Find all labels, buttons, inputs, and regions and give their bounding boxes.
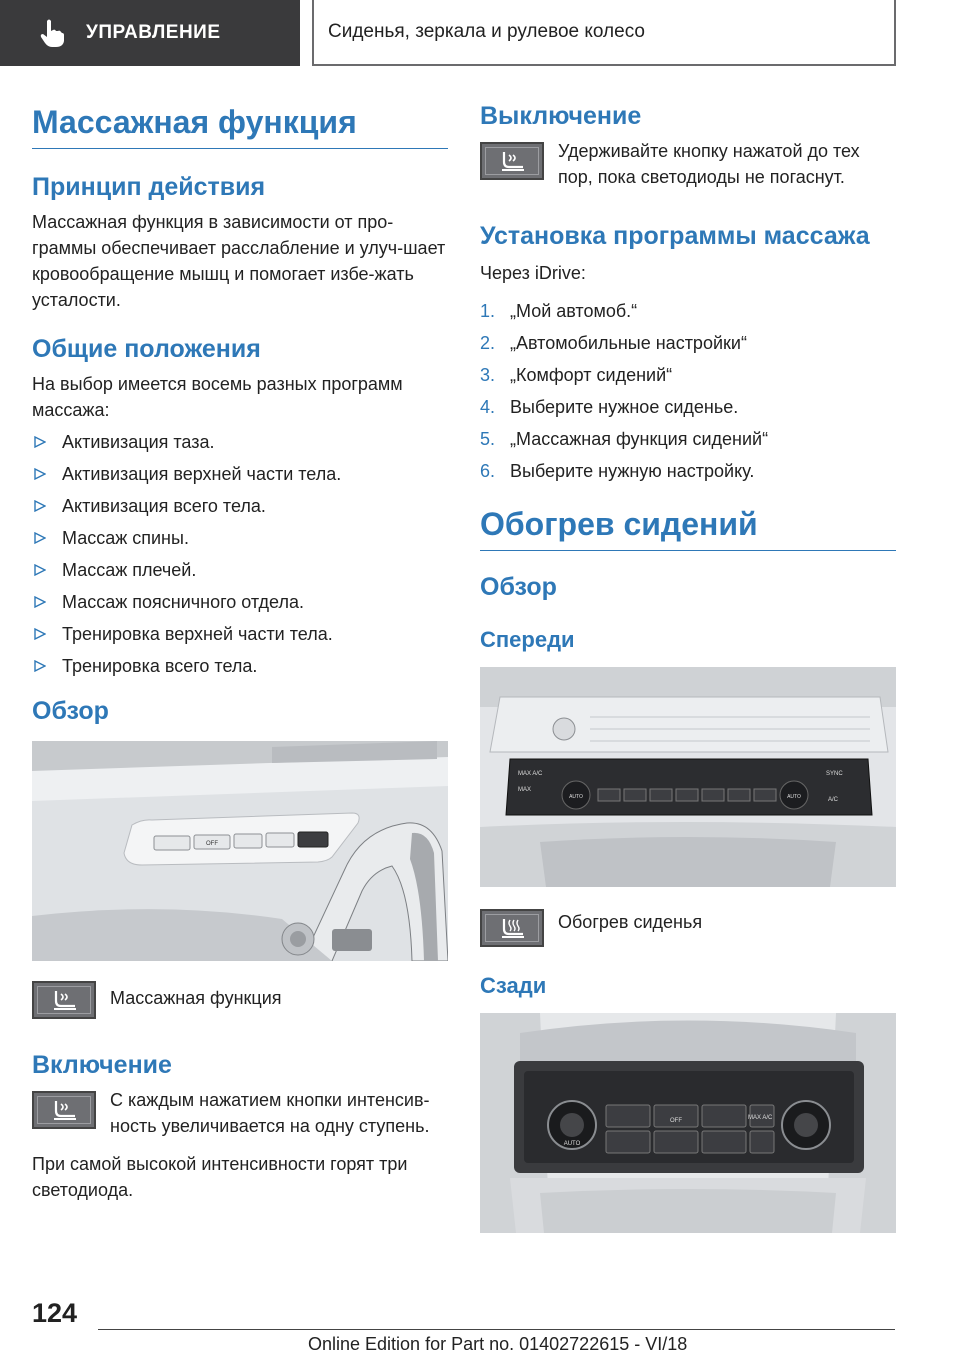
rear-maxac-label: MAX A/C xyxy=(748,1115,773,1121)
triangle-bullet-icon xyxy=(34,532,46,544)
program-item xyxy=(32,653,448,679)
program-item-text: Активизация таза. xyxy=(62,432,215,452)
front-sync-label: SYNC xyxy=(826,771,843,777)
front-auto1-label: AUTO xyxy=(569,794,583,800)
program-item-text: Тренировка верхней части тела. xyxy=(62,624,333,644)
step-text: Выберите нужное сиденье. xyxy=(510,397,739,417)
setup-steps xyxy=(480,298,896,484)
principle-text: Массажная функция в зависимости от про-граммы обеспечивает расслабление и улуч-шает кровообращение мышц и помогает избе-жать усталости. xyxy=(32,212,446,310)
program-item xyxy=(32,589,448,615)
principle-heading: Принцип действия xyxy=(32,173,266,201)
hand-pointer-icon xyxy=(40,18,66,48)
right-column xyxy=(480,100,896,1233)
page-number: 124 xyxy=(32,1298,78,1328)
program-item-text: Массаж плечей. xyxy=(62,560,197,580)
switch-off-heading: Выключение xyxy=(480,102,642,130)
setup-step xyxy=(480,330,896,356)
program-item xyxy=(32,429,448,455)
program-item-text: Массаж поясничного отдела. xyxy=(62,592,304,612)
switch-off-text: Удерживайте кнопку нажатой до тех пор, пока светодиоды не погаснут. xyxy=(558,141,860,187)
header-section-tab xyxy=(0,0,300,66)
program-item-text: Активизация верхней части тела. xyxy=(62,464,342,484)
heating-title: Обогрев сидений xyxy=(480,502,896,551)
setup-step xyxy=(480,426,896,452)
triangle-bullet-icon xyxy=(34,436,46,448)
setup-heading: Установка программы массажа xyxy=(480,222,870,250)
step-text: „Автомобильные настройки“ xyxy=(510,333,747,353)
switch-on-text: С каждым нажатием кнопки интенсив-ность увеличивается на одну ступень. xyxy=(110,1090,430,1136)
setup-step xyxy=(480,362,896,388)
door-panel-photo xyxy=(32,741,448,961)
rear-climate-panel-photo xyxy=(480,1013,896,1233)
program-item xyxy=(32,525,448,551)
footer-divider xyxy=(98,1329,895,1330)
triangle-bullet-icon xyxy=(34,660,46,672)
footer-edition: Online Edition for Part no. 01402722615 - VI/18 xyxy=(308,1334,688,1354)
door-off-label: OFF xyxy=(206,841,218,847)
triangle-bullet-icon xyxy=(34,596,46,608)
front-maxac-label: MAX A/C xyxy=(518,771,543,777)
massage-button-icon xyxy=(32,981,96,1019)
chapter-title-text: Сиденья, зеркала и рулевое колесо xyxy=(328,21,645,42)
triangle-bullet-icon xyxy=(34,468,46,480)
general-heading: Общие положения xyxy=(32,335,261,363)
general-text: На выбор имеется восемь разных программ массажа: xyxy=(32,374,403,420)
front-ac-label: A/C xyxy=(828,797,839,803)
program-list xyxy=(32,429,448,679)
step-text: „Мой автомоб.“ xyxy=(510,301,638,321)
setup-intro: Через iDrive: xyxy=(480,263,586,283)
step-number: 4. xyxy=(480,397,496,417)
front-caption-row xyxy=(480,909,896,947)
overview-caption: Массажная функция xyxy=(110,988,282,1008)
step-number: 1. xyxy=(480,301,496,321)
section-title: УПРАВЛЕНИЕ xyxy=(86,22,221,43)
program-item xyxy=(32,557,448,583)
step-number: 2. xyxy=(480,333,496,353)
program-item xyxy=(32,493,448,519)
program-item xyxy=(32,461,448,487)
program-item-text: Тренировка всего тела. xyxy=(62,656,258,676)
front-caption: Обогрев сиденья xyxy=(558,912,703,932)
massage-button-icon xyxy=(480,142,544,180)
program-item-text: Активизация всего тела. xyxy=(62,496,266,516)
step-text: „Массажная функция сидений“ xyxy=(510,429,769,449)
overview-caption-row xyxy=(32,981,448,1019)
rear-off-label: OFF xyxy=(670,1118,682,1124)
program-item xyxy=(32,621,448,647)
step-number: 3. xyxy=(480,365,496,385)
step-text: „Комфорт сидений“ xyxy=(510,365,673,385)
setup-step xyxy=(480,394,896,420)
front-max-label: MAX xyxy=(518,787,532,793)
switch-on-row xyxy=(32,1091,448,1139)
step-number: 5. xyxy=(480,429,496,449)
front-heading: Спереди xyxy=(480,627,575,652)
page-title: Массажная функция xyxy=(32,100,448,149)
triangle-bullet-icon xyxy=(34,564,46,576)
overview-heading: Обзор xyxy=(32,697,109,725)
seat-heating-button-icon xyxy=(480,909,544,947)
heating-overview-heading: Обзор xyxy=(480,573,557,601)
setup-step xyxy=(480,458,896,484)
rear-auto-label: AUTO xyxy=(563,1141,581,1147)
massage-button-icon xyxy=(32,1091,96,1129)
step-number: 6. xyxy=(480,461,496,481)
front-auto2-label: AUTO xyxy=(787,794,801,800)
switch-on-note: При самой высокой интенсивности горят три светодиода. xyxy=(32,1154,408,1200)
left-column xyxy=(32,100,448,1203)
rear-heading: Сзади xyxy=(480,973,547,998)
program-item-text: Массаж спины. xyxy=(62,528,189,548)
step-text: Выберите нужную настройку. xyxy=(510,461,755,481)
switch-off-row xyxy=(480,142,896,190)
switch-on-heading: Включение xyxy=(32,1051,172,1079)
chapter-title xyxy=(312,0,896,66)
front-climate-panel-photo xyxy=(480,667,896,887)
triangle-bullet-icon xyxy=(34,628,46,640)
triangle-bullet-icon xyxy=(34,500,46,512)
setup-step xyxy=(480,298,896,324)
